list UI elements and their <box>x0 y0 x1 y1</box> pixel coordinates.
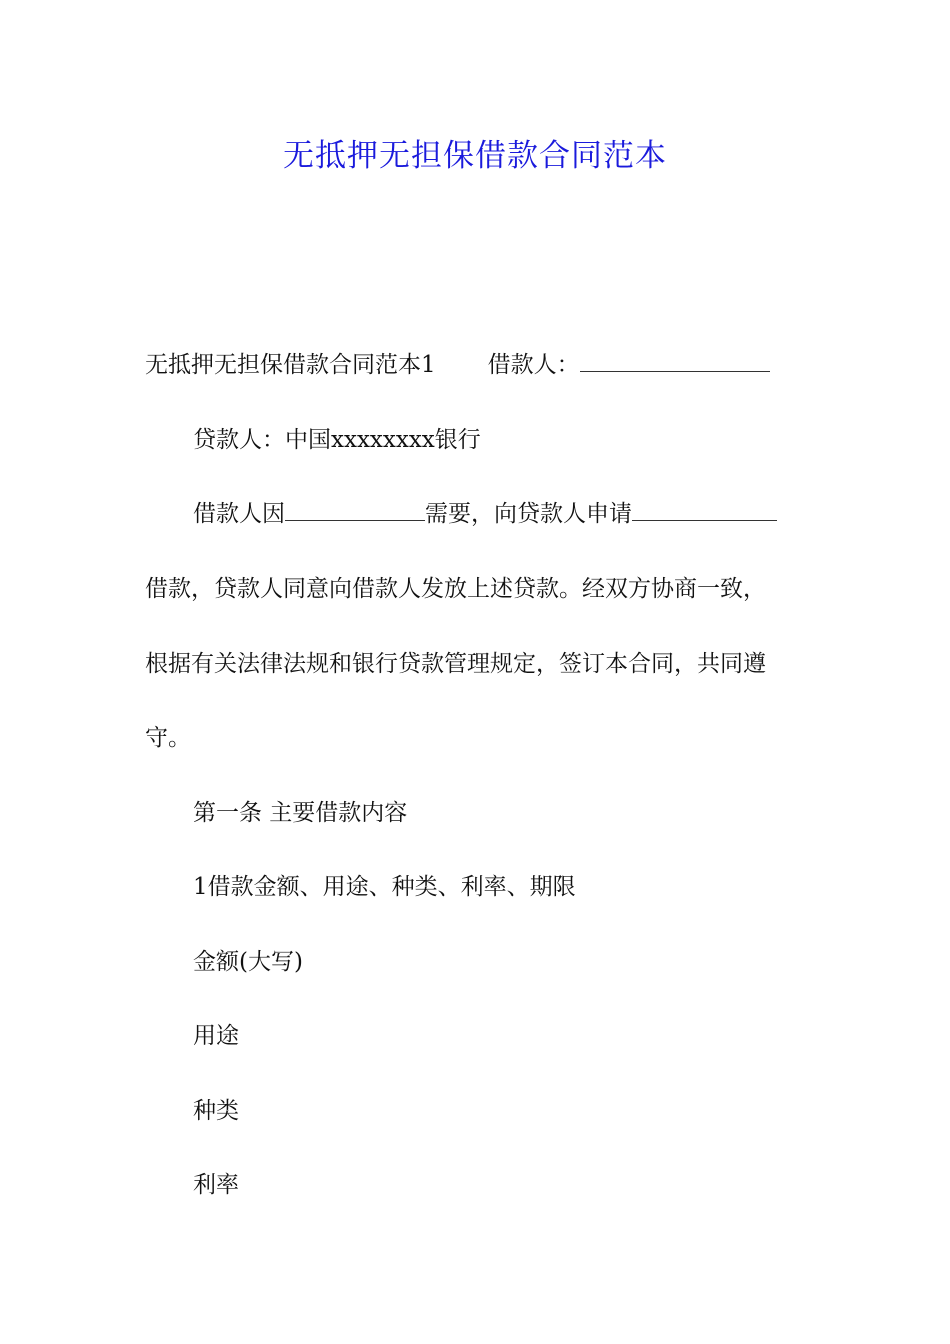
field-amount: 金额(大写) <box>193 949 303 975</box>
subtitle: 无抵押无担保借款合同范本1 <box>145 352 436 378</box>
field-rate: 利率 <box>193 1172 239 1198</box>
intro-line-3: 根据有关法律法规和银行贷款管理规定，签订本合同，共同遵 <box>145 651 766 677</box>
amount-blank <box>632 498 777 521</box>
borrower-blank <box>580 349 770 372</box>
purpose-blank <box>285 498 425 521</box>
lender-line: 贷款人：中国xxxxxxxx银行 <box>193 427 481 453</box>
intro-line-4: 守。 <box>145 725 191 751</box>
field-purpose: 用途 <box>193 1023 239 1049</box>
intro-part1: 借款人因 <box>193 501 285 527</box>
article1-heading: 第一条 主要借款内容 <box>193 800 408 826</box>
intro-line-2: 借款，贷款人同意向借款人发放上述贷款。经双方协商一致， <box>145 576 766 602</box>
intro-line-1 <box>193 495 777 528</box>
document-title: 无抵押无担保借款合同范本 <box>283 138 667 174</box>
subtitle-line <box>145 346 770 379</box>
field-type: 种类 <box>193 1098 239 1124</box>
intro-part2: 需要，向贷款人申请 <box>425 501 632 527</box>
item1-heading: 1借款金额、用途、种类、利率、期限 <box>193 874 576 900</box>
borrower-label: 借款人： <box>487 352 580 378</box>
